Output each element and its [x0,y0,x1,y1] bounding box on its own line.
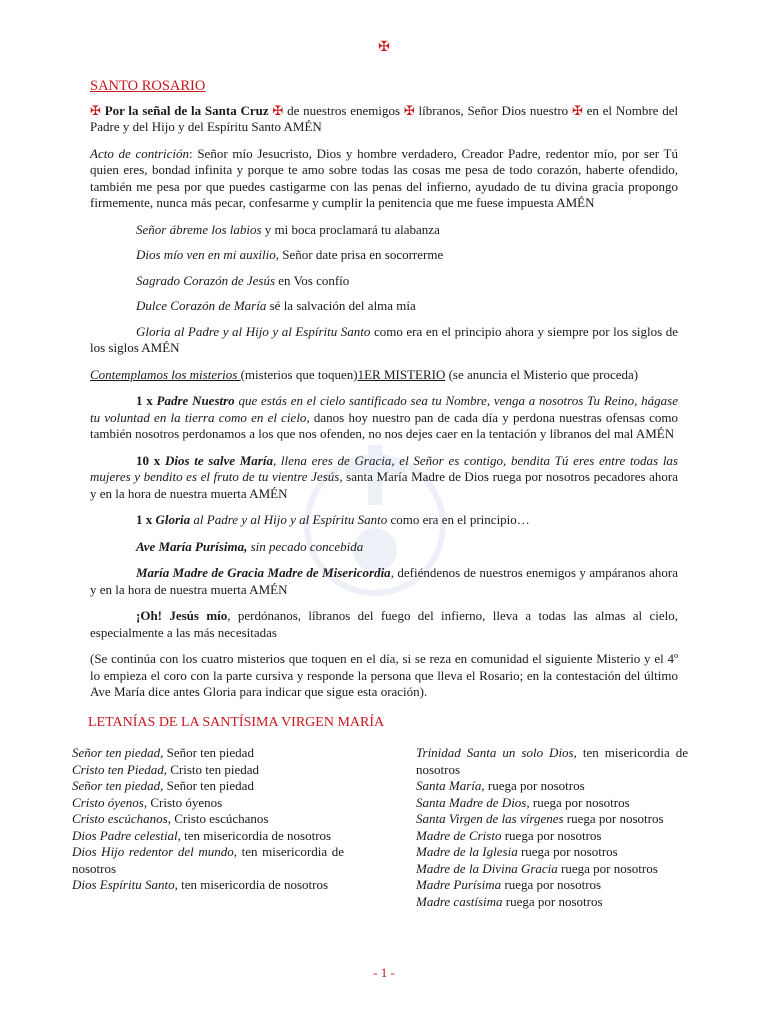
contemplamos-label: Contemplamos los misterios [90,366,241,382]
letania-text: , Cristo escúchanos [167,811,269,826]
invocacion-italic: Sagrado Corazón de Jesús [136,272,276,288]
letania-text: , ten misericordia de nosotros [177,827,332,843]
invocacion-2 [90,247,678,264]
letania-italic: Madre Purísima [416,877,502,892]
letania-line [416,844,688,861]
letania-italic: Cristo ten Piedad [72,761,164,777]
cross-icon: ✠ [90,102,101,118]
letania-line [416,795,688,812]
prayer-name: Gloria [155,512,191,527]
letania-italic: Trinidad Santa un solo Dios [416,745,574,760]
contemplamos-text: (misterios que toquen) [240,366,358,382]
letania-text: ruega por nosotros [563,811,664,826]
prayer-italic: sin pecado concebida [247,538,364,554]
letania-text: ruega por nosotros [501,877,602,892]
prayer-text: , santa María Madre de Dios ruega por nosotros pecadores ahora y en la hora de nuestra muerta AMÉN [90,469,678,501]
invocacion-italic: Dios mío ven en mi auxilio [136,247,276,262]
invocacion-4 [90,298,678,315]
prayer-name: Dios te salve María [164,452,273,468]
gloria-italic: Gloria al Padre y al Hijo y al Espíritu Santo [136,323,371,339]
header-cross-icon: ✠ [378,40,390,55]
gloria-paragraph [90,324,678,357]
letania-italic: Madre de la Divina Gracia [416,860,558,876]
letania-line [416,745,688,762]
count-label: 1 x [136,393,157,408]
letania-line [416,877,688,894]
senal-bold: Por la señal de la Santa Cruz [104,102,269,118]
letania-text: ruega por nosotros [517,844,618,859]
count-label: 1 x [136,512,156,527]
letania-line-continued: nosotros [72,860,117,876]
senal-paragraph [90,103,678,136]
letania-line [72,811,344,828]
prayer-italic: que estás en el cielo santificado sea tu Nombre, venga a nosotros Tu Reino, hágase tu voluntad en la tierra como en el cielo [90,393,678,425]
letania-line [72,877,344,894]
letania-italic: Señor ten piedad [72,745,161,760]
prayer-text: , defiéndenos de nuestros enemigos y ampáranos ahora y en la hora de nuestra muerta AMÉN [90,565,678,597]
letania-text: , Cristo ten piedad [163,761,260,777]
prayer-text: como era en el principio… [387,512,530,527]
nota-paragraph: (Se continúa con los cuatro misterios que toquen en el día, si se reza en comunidad el siguiente Misterio y el 4º lo empieza el coro con la parte cursiva y responde la persona que lleva el Rosario; en la contestación del último Ave María dice antes Gloria para indicar que sigue esta oración). [90,651,678,699]
letania-italic: Cristo óyenos [72,794,144,810]
invocacion-text: sé la salvación del alma mía [266,298,416,313]
letania-text: , Señor ten piedad [160,778,254,793]
letania-line [416,861,688,878]
letania-line [72,828,344,845]
cross-icon: ✠ [571,102,583,118]
contricion-label: Acto de contrición [90,145,189,161]
invocacion-italic: Señor ábreme los labios [136,221,262,237]
letania-text: , Señor ten piedad [160,745,254,760]
document-page [72,40,688,910]
letania-line [416,778,688,795]
page-number: - 1 - [373,965,395,980]
invocacion-text: en Vos confío [275,272,350,288]
prayer-text: , perdónanos, líbranos del fuego del infierno, lleva a todas las almas al cielo, especialmente a las más necesitadas [90,608,678,640]
ohjesus-paragraph [90,608,678,641]
letania-text: , Cristo óyenos [143,794,223,810]
letania-text: , ten misericordia de [233,844,344,859]
letania-line [72,762,344,779]
gloria2-paragraph [90,512,678,529]
contricion-paragraph [90,146,678,212]
letanias-left-column [72,745,344,910]
letanias-columns [72,745,688,910]
count-label: 10 x [136,452,165,468]
contricion-text: : Señor mío Jesucristo, Dios y hombre verdadero, Creador Padre, redentor mío, por ser Tú quien eres, bondad infinita y porque te amo sobre todas las cosas me pesa de todo corazón, haberte ofendido, también me pesa por que puedes castigarme con las penas del infierno, ayudado de tu divina gracia propongo firmemente, nunca más pecar, confesarme y cumplir la penitencia que me fuese impuesta AMÉN [90,145,678,210]
page-title: SANTO ROSARIO [90,78,206,94]
prayer-name: María Madre de Gracia Madre de Misericordia [136,565,391,580]
letania-text: , ten misericordia de nosotros [174,877,329,892]
prayer-name: Ave María Purísima, [136,538,248,554]
letania-line [72,795,344,812]
purisima-paragraph [90,539,678,556]
gloria-text: como era en el principio ahora y siempre por los siglos de los siglos AMÉN [90,323,678,355]
letania-italic: Madre castísima [416,893,503,909]
letania-line [72,745,344,762]
invocacion-text: y mi boca proclamará tu alabanza [261,221,440,237]
letanias-right-column [416,745,688,910]
senal-text-2: líbranos, Señor Dios nuestro [418,102,569,118]
madregracia-paragraph [90,565,678,598]
padrenuestro-paragraph [90,393,678,443]
invocacion-italic: Dulce Corazón de María [136,298,267,313]
invocacion-3 [90,273,678,290]
letania-italic: Santa Madre de Dios [416,794,527,810]
prayer-text: , danos hoy nuestro pan de cada día y perdona nuestras ofensas como también nosotros perdonamos a los que nos ofenden, no nos dejes caer en la tentación y líbranos del mal AMÉN [90,409,678,441]
letania-text: , ten misericordia de [573,745,688,760]
invocacion-1 [90,222,678,239]
invocacion-text: , Señor date prisa en socorrerme [275,247,444,262]
letania-italic: Madre de Cristo [416,827,502,843]
letania-line [416,811,688,828]
letania-line-continued: nosotros [416,761,461,777]
senal-text-3: en el Nombre del Padre y del Hijo y del Espíritu Santo AMÉN [90,102,679,134]
contemplamos-paragraph [90,367,678,384]
letania-line [72,844,344,861]
letania-text: ruega por nosotros [502,893,603,909]
letanias-title: LETANÍAS DE LA SANTÍSIMA VIRGEN MARÍA [88,714,385,730]
avemaria-paragraph [90,453,678,503]
letania-line [416,894,688,911]
senal-text-1: de nuestros enemigos [287,102,401,118]
letania-text: , ruega por nosotros [526,794,630,810]
letania-italic: Señor ten piedad [72,778,161,793]
prayer-name: Padre Nuestro [156,393,235,408]
letania-text: ruega por nosotros [557,860,658,876]
letania-line [72,778,344,795]
cross-icon: ✠ [272,102,284,118]
letania-italic: Santa María [416,778,482,793]
letania-italic: Madre de la Iglesia [416,844,518,859]
letania-italic: Dios Padre celestial [72,827,178,843]
misterio-label: 1ER MISTERIO [357,366,446,382]
letania-text: , ruega por nosotros [481,778,585,793]
letania-italic: Cristo escúchanos [72,811,168,826]
prayer-name: ¡Oh! Jesús mío [136,608,228,623]
prayer-italic: , llena eres de Gracia, el Señor es contigo, bendita Tú eres entre todas las mujeres y bendito es el fruto de tu vientre Jesús [90,452,678,484]
letania-text: ruega por nosotros [501,827,602,843]
letania-italic: Santa Virgen de las vírgenes [416,811,564,826]
letania-line [416,828,688,845]
prayer-italic: al Padre y al Hijo y al Espíritu Santo [190,512,388,527]
cross-icon: ✠ [403,102,415,118]
letania-italic: Dios Hijo redentor del mundo [72,844,234,859]
misterio-text: (se anuncia el Misterio que proceda) [445,366,639,382]
letania-italic: Dios Espíritu Santo [72,877,175,892]
